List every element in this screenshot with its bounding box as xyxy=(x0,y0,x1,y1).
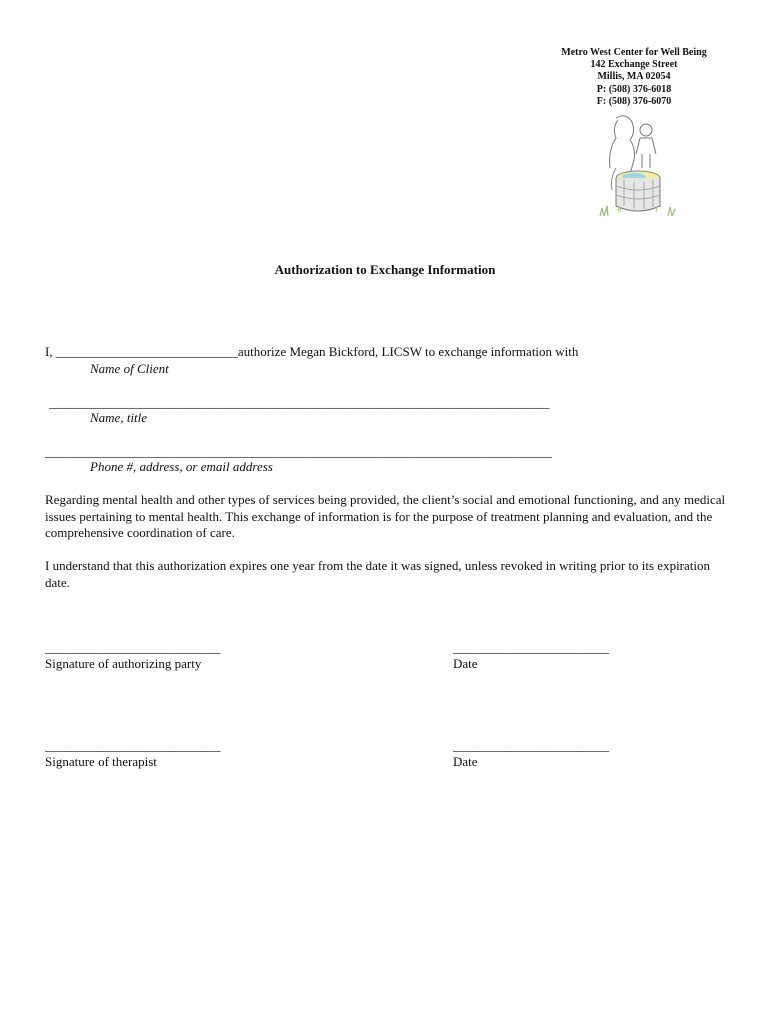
party-date-label: Date xyxy=(453,656,478,671)
client-name-caption: Name of Client xyxy=(90,361,169,376)
contact-caption: Phone #, address, or email address xyxy=(90,459,273,474)
therapist-signature-label: Signature of therapist xyxy=(45,754,157,769)
therapist-date-label: Date xyxy=(453,754,478,769)
organization-header xyxy=(520,47,748,108)
expiration-paragraph: I understand that this authorization expires one year from the date it was signed, unless revoked in writing prior to its expiration date. xyxy=(45,558,710,590)
form-title: Authorization to Exchange Information xyxy=(274,262,496,277)
org-fax: F: (508) 376-6070 xyxy=(596,95,672,107)
therapist-signature-field[interactable]: ___________________________ xyxy=(45,738,221,753)
client-name-field[interactable]: I, ____________________________ xyxy=(45,344,238,359)
authorize-text: authorize Megan Bickford, LICSW to exchange information with xyxy=(237,344,579,359)
therapist-date-field[interactable]: ________________________ xyxy=(453,738,609,753)
org-street: 142 Exchange Street xyxy=(590,59,678,71)
wishing-well-illustration-icon xyxy=(588,108,688,223)
org-city: Millis, MA 02054 xyxy=(597,71,671,83)
regarding-paragraph: Regarding mental health and other types of services being provided, the client’s social and emotional functioning, and any medical issues pertaining to mental health. This exchange of information is for the purpose of treatment planning and evaluation, and the comprehensive coordination of care. xyxy=(45,492,726,541)
party-signature-label: Signature of authorizing party xyxy=(45,656,202,671)
contact-info-field[interactable]: ______________________________________________________________________________ xyxy=(45,444,552,459)
authorize-statement xyxy=(45,344,578,360)
recipient-name-field[interactable]: _____________________________________________________________________________ xyxy=(49,395,550,410)
org-phone: P: (508) 376-6018 xyxy=(596,83,672,95)
org-name: Metro West Center for Well Being xyxy=(561,47,707,58)
party-date-field[interactable]: ________________________ xyxy=(453,640,609,655)
recipient-caption: Name, title xyxy=(90,410,148,425)
party-signature-field[interactable]: ___________________________ xyxy=(45,640,221,655)
